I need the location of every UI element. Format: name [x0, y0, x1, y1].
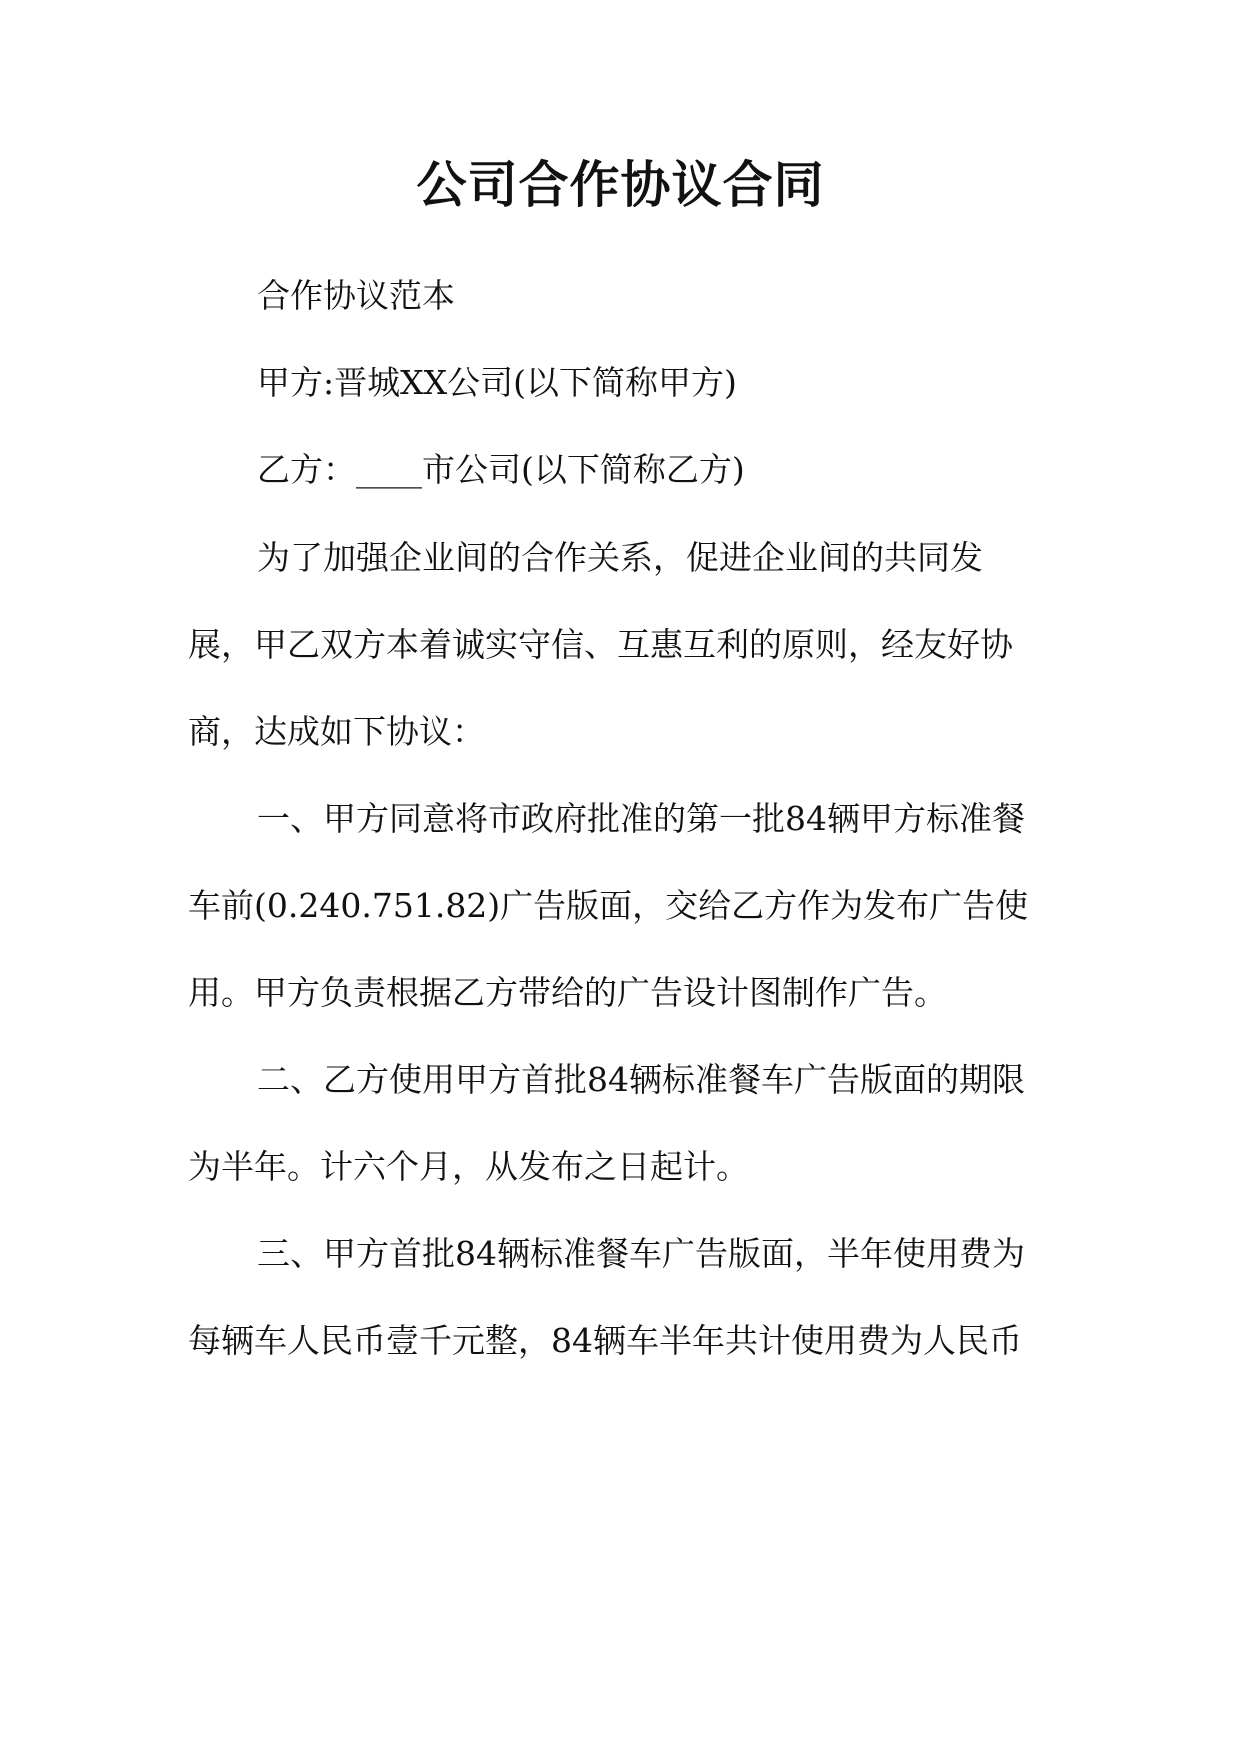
text-line: 一、甲方同意将市政府批准的第一批84辆甲方标准餐 [257, 799, 1025, 838]
text-line: 乙方：____市公司(以下简称乙方) [257, 450, 745, 489]
text-line: 三、甲方首批84辆标准餐车广告版面，半年使用费为 [257, 1234, 1025, 1273]
text-line: 为了加强企业间的合作关系，促进企业间的共同发 [257, 538, 983, 577]
text-line: 用。甲方负责根据乙方带给的广告设计图制作广告。 [188, 973, 947, 1012]
document-title: 公司合作协议合同 [416, 156, 825, 214]
text-line: 为半年。计六个月，从发布之日起计。 [188, 1147, 749, 1186]
text-line: 车前(0.240.751.82)广告版面，交给乙方作为发布广告使 [188, 886, 1029, 925]
text-line: 二、乙方使用甲方首批84辆标准餐车广告版面的期限 [257, 1060, 1025, 1099]
text-line: 每辆车人民币壹千元整，84辆车半年共计使用费为人民币 [188, 1321, 1022, 1360]
text-line: 甲方:晋城XX公司(以下简称甲方) [257, 363, 737, 402]
text-line: 合作协议范本 [257, 276, 455, 315]
text-line: 展，甲乙双方本着诚实守信、互惠互利的原则，经友好协 [188, 625, 1013, 664]
text-line: 商，达成如下协议： [188, 712, 485, 751]
